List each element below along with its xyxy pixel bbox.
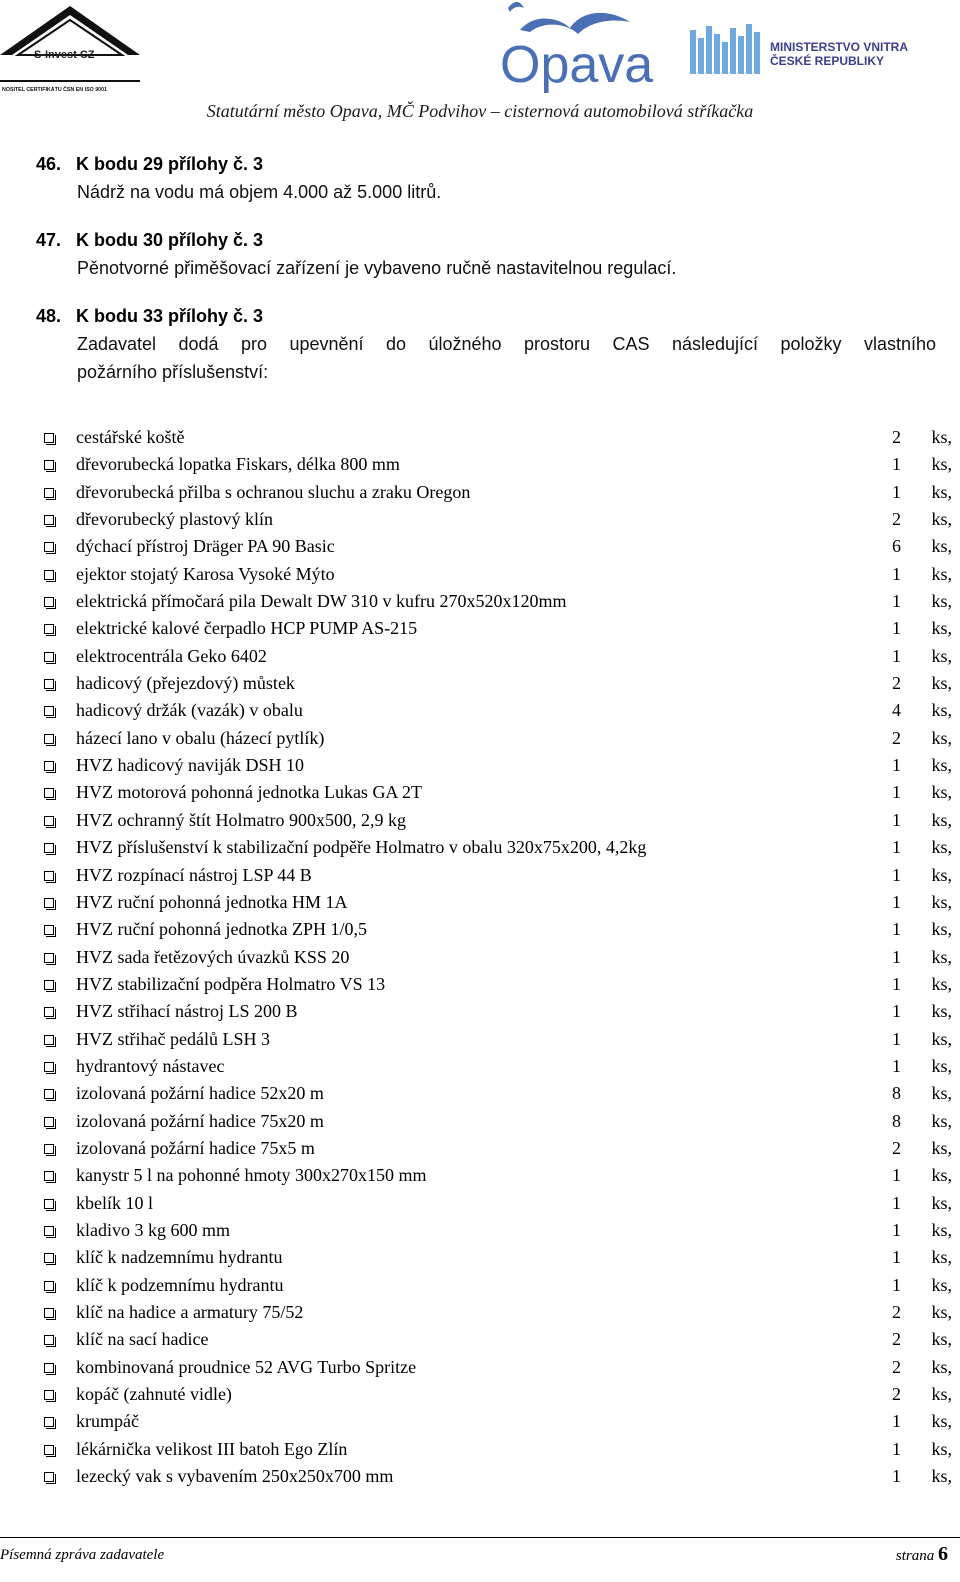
checkbox-bullet-icon [44, 816, 54, 826]
item-quantity: 1 [892, 1411, 901, 1432]
item-name: izolovaná požární hadice 52x20 m [76, 1083, 324, 1104]
item-name: HVZ střihač pedálů LSH 3 [76, 1028, 270, 1049]
item-quantity: 1 [892, 1247, 901, 1268]
opava-logo [490, 0, 660, 95]
item-name: ejektor stojatý Karosa Vysoké Mýto [76, 563, 335, 584]
checkbox-bullet-icon [44, 1089, 54, 1099]
checkbox-bullet-icon [44, 706, 54, 716]
list-item [44, 1135, 950, 1162]
item-name: HVZ ruční pohonná jednotka HM 1A [76, 891, 348, 912]
checkbox-bullet-icon [44, 1445, 54, 1455]
item-name: cestářské koště [76, 427, 185, 447]
item-quantity: 2 [892, 1356, 901, 1377]
item-unit: ks, [931, 1083, 952, 1104]
item-quantity: 1 [892, 837, 901, 858]
list-item [44, 643, 950, 670]
item-name: klíč na sací hadice [76, 1329, 209, 1350]
checkbox-bullet-icon [44, 570, 54, 580]
item-unit: ks, [931, 1466, 952, 1487]
point-number: 47. [36, 230, 62, 250]
checkbox-bullet-icon [44, 1007, 54, 1017]
item-unit: ks, [931, 427, 952, 447]
item-name: hydrantový nástavec [76, 1055, 225, 1076]
item-quantity: 1 [892, 1165, 901, 1186]
point-46 [36, 150, 936, 206]
item-name: klíč k podzemnímu hydrantu [76, 1274, 284, 1295]
item-name: HVZ střihací nástroj LS 200 B [76, 1001, 298, 1022]
item-quantity: 1 [892, 645, 901, 666]
point-heading [36, 150, 936, 178]
checkbox-bullet-icon [44, 515, 54, 525]
item-unit: ks, [931, 509, 952, 530]
item-name: izolovaná požární hadice 75x20 m [76, 1110, 324, 1131]
footer-document-name: Písemná zpráva zadavatele [0, 1547, 165, 1563]
item-quantity: 2 [892, 673, 901, 694]
item-name: HVZ příslušenství k stabilizační podpěře Holmatro v obalu 320x75x200, 4,2kg [76, 837, 647, 858]
item-quantity: 2 [892, 1137, 901, 1158]
item-unit: ks, [931, 673, 952, 694]
checkbox-bullet-icon [44, 788, 54, 798]
item-quantity: 1 [892, 454, 901, 475]
item-unit: ks, [931, 1055, 952, 1076]
list-item [44, 1190, 950, 1217]
checkbox-bullet-icon [44, 652, 54, 662]
item-quantity: 1 [892, 1438, 901, 1459]
list-item [44, 1026, 950, 1053]
item-unit: ks, [931, 891, 952, 912]
item-quantity: 1 [892, 618, 901, 639]
item-quantity: 1 [892, 809, 901, 830]
item-quantity: 4 [892, 700, 901, 721]
list-item [44, 807, 950, 834]
item-name: lezecký vak s vybavením 250x250x700 mm [76, 1466, 394, 1487]
item-unit: ks, [931, 1219, 952, 1240]
item-name: kladivo 3 kg 600 mm [76, 1219, 230, 1240]
footer-divider [0, 1537, 960, 1538]
checkbox-bullet-icon [44, 1253, 54, 1263]
checkbox-bullet-icon [44, 1363, 54, 1373]
checkbox-bullet-icon [44, 871, 54, 881]
item-quantity: 8 [892, 1110, 901, 1131]
checkbox-bullet-icon [44, 1035, 54, 1045]
item-unit: ks, [931, 837, 952, 858]
item-unit: ks, [931, 1165, 952, 1186]
item-name: kanystr 5 l na pohonné hmoty 300x270x150 mm [76, 1165, 427, 1186]
page-header [0, 0, 960, 130]
item-unit: ks, [931, 591, 952, 612]
checkbox-bullet-icon [44, 1335, 54, 1345]
item-name: HVZ sada řetězových úvazků KSS 20 [76, 946, 350, 967]
item-unit: ks, [931, 481, 952, 502]
list-item [44, 998, 950, 1025]
checkbox-bullet-icon [44, 734, 54, 744]
list-item [44, 506, 950, 533]
point-number: 48. [36, 306, 62, 326]
item-quantity: 2 [892, 1329, 901, 1350]
item-name: klíč k nadzemnímu hydrantu [76, 1247, 283, 1268]
list-item [44, 725, 950, 752]
list-item [44, 862, 950, 889]
point-48 [36, 302, 936, 386]
item-unit: ks, [931, 1384, 952, 1405]
list-item [44, 1299, 950, 1326]
checkbox-bullet-icon [44, 1117, 54, 1127]
item-unit: ks, [931, 563, 952, 584]
list-item [44, 1217, 950, 1244]
item-quantity: 2 [892, 727, 901, 748]
item-name: HVZ hadicový naviják DSH 10 [76, 755, 304, 776]
item-unit: ks, [931, 809, 952, 830]
checkbox-bullet-icon [44, 1062, 54, 1072]
item-unit: ks, [931, 727, 952, 748]
point-number: 46. [36, 154, 62, 174]
item-unit: ks, [931, 864, 952, 885]
checkbox-bullet-icon [44, 1226, 54, 1236]
item-name: HVZ rozpínací nástroj LSP 44 B [76, 864, 312, 885]
item-unit: ks, [931, 755, 952, 776]
item-quantity: 2 [892, 1384, 901, 1405]
item-unit: ks, [931, 1110, 952, 1131]
list-item [44, 561, 950, 588]
checkbox-bullet-icon [44, 843, 54, 853]
list-item [44, 670, 950, 697]
point-text [77, 330, 936, 386]
point-text: Pěnotvorné přiměšovací zařízení je vybaveno ručně nastavitelnou regulací. [77, 258, 677, 278]
opava-swan-icon [520, 13, 630, 34]
item-quantity: 1 [892, 1274, 901, 1295]
list-item [44, 779, 950, 806]
item-name: kopáč (zahnuté vidle) [76, 1384, 232, 1405]
item-name: elektrické kalové čerpadlo HCP PUMP AS-215 [76, 618, 418, 639]
checkbox-bullet-icon [44, 761, 54, 771]
item-name: házecí lano v obalu (házecí pytlík) [76, 727, 325, 748]
item-quantity: 1 [892, 563, 901, 584]
item-name: izolovaná požární hadice 75x5 m [76, 1137, 315, 1158]
checkbox-bullet-icon [44, 1417, 54, 1427]
item-unit: ks, [931, 782, 952, 803]
checkbox-bullet-icon [44, 980, 54, 990]
item-quantity: 1 [892, 782, 901, 803]
item-unit: ks, [931, 536, 952, 557]
item-name: klíč na hadice a armatury 75/52 [76, 1302, 304, 1322]
item-quantity: 2 [892, 427, 901, 447]
item-unit: ks, [931, 454, 952, 475]
item-unit: ks, [931, 919, 952, 940]
s-invest-certificate: NOSITEL CERTIFIKÁTU ČSN EN ISO 9001 [2, 87, 107, 93]
checkbox-bullet-icon [44, 1472, 54, 1482]
item-unit: ks, [931, 1247, 952, 1268]
item-name: hadicový (přejezdový) můstek [76, 673, 295, 694]
list-item [44, 1162, 950, 1189]
point-title: K bodu 33 přílohy č. 3 [76, 306, 264, 326]
item-quantity: 1 [892, 1219, 901, 1240]
item-unit: ks, [931, 1329, 952, 1350]
item-quantity: 1 [892, 864, 901, 885]
item-quantity: 1 [892, 919, 901, 940]
item-name: elektrická přímočará pila Dewalt DW 310 v kufru 270x520x120mm [76, 591, 567, 612]
list-item [44, 1053, 950, 1080]
mv-line2: ČESKÉ REPUBLIKY [770, 54, 885, 68]
list-item [44, 479, 950, 506]
item-unit: ks, [931, 645, 952, 666]
checkbox-bullet-icon [44, 898, 54, 908]
point-title: K bodu 30 přílohy č. 3 [76, 230, 264, 250]
item-quantity: 2 [892, 509, 901, 530]
item-unit: ks, [931, 1302, 952, 1322]
checkbox-bullet-icon [44, 1308, 54, 1318]
item-unit: ks, [931, 1356, 952, 1377]
item-name: krumpáč [76, 1411, 139, 1432]
item-unit: ks, [931, 1274, 952, 1295]
item-quantity: 8 [892, 1083, 901, 1104]
item-unit: ks, [931, 700, 952, 721]
checkbox-bullet-icon [44, 433, 54, 443]
item-unit: ks, [931, 1192, 952, 1213]
list-item [44, 752, 950, 779]
s-invest-brand: S-Invest CZ [34, 49, 95, 61]
checkbox-bullet-icon [44, 460, 54, 470]
item-quantity: 1 [892, 591, 901, 612]
item-quantity: 1 [892, 1192, 901, 1213]
item-name: dýchací přístroj Dräger PA 90 Basic [76, 536, 335, 557]
item-unit: ks, [931, 973, 952, 994]
item-name: HVZ stabilizační podpěra Holmatro VS 13 [76, 973, 386, 994]
item-quantity: 1 [892, 1055, 901, 1076]
item-unit: ks, [931, 1137, 952, 1158]
equipment-list [44, 424, 950, 1490]
point-title: K bodu 29 přílohy č. 3 [76, 154, 264, 174]
list-item [44, 889, 950, 916]
list-item [44, 1272, 950, 1299]
point-heading [36, 226, 936, 254]
checkbox-bullet-icon [44, 597, 54, 607]
item-unit: ks, [931, 1028, 952, 1049]
checkbox-bullet-icon [44, 925, 54, 935]
list-item [44, 1436, 950, 1463]
point-47 [36, 226, 936, 282]
list-item [44, 615, 950, 642]
item-name: elektrocentrála Geko 6402 [76, 645, 267, 666]
list-item [44, 1080, 950, 1107]
point-text-line: Zadavatel dodá pro upevnění do úložného prostoru CAS následující položky vlastního [77, 334, 936, 354]
list-item [44, 588, 950, 615]
item-quantity: 1 [892, 1001, 901, 1022]
list-item [44, 697, 950, 724]
page-label: strana [895, 1548, 935, 1564]
item-quantity: 1 [892, 481, 901, 502]
item-name: kbelík 10 l [76, 1192, 153, 1213]
item-name: HVZ motorová pohonná jednotka Lukas GA 2T [76, 782, 422, 803]
item-name: dřevorubecká přilba s ochranou sluchu a zraku Oregon [76, 481, 471, 502]
s-invest-logo [0, 0, 140, 95]
item-quantity: 2 [892, 1302, 901, 1322]
checkbox-bullet-icon [44, 1171, 54, 1181]
mv-line1: MINISTERSTVO VNITRA [770, 40, 909, 54]
item-unit: ks, [931, 618, 952, 639]
list-item [44, 1463, 950, 1490]
list-item [44, 834, 950, 861]
item-name: HVZ ochranný štít Holmatro 900x500, 2,9 kg [76, 809, 406, 830]
item-unit: ks, [931, 1001, 952, 1022]
document-title: Statutární město Opava, MČ Podvihov – cisternová automobilová stříkačka [206, 101, 754, 121]
item-quantity: 1 [892, 891, 901, 912]
item-quantity: 1 [892, 1466, 901, 1487]
list-item [44, 533, 950, 560]
item-name: hadicový držák (vazák) v obalu [76, 700, 303, 721]
item-name: dřevorubecká lopatka Fiskars, délka 800 mm [76, 454, 400, 475]
checkbox-bullet-icon [44, 542, 54, 552]
item-name: lékárnička velikost III batoh Ego Zlín [76, 1438, 348, 1459]
list-item [44, 451, 950, 478]
item-name: kombinovaná proudnice 52 AVG Turbo Spritze [76, 1356, 417, 1377]
point-heading [36, 302, 936, 330]
checkbox-bullet-icon [44, 624, 54, 634]
list-item [44, 971, 950, 998]
item-quantity: 1 [892, 755, 901, 776]
point-text-line: požárního příslušenství: [77, 362, 269, 382]
mv-logo-text [770, 40, 908, 68]
checkbox-bullet-icon [44, 1281, 54, 1291]
list-item [44, 1408, 950, 1435]
footer-page [896, 1543, 948, 1566]
item-name: HVZ ruční pohonná jednotka ZPH 1/0,5 [76, 919, 367, 940]
list-item [44, 1244, 950, 1271]
checkbox-bullet-icon [44, 1144, 54, 1154]
item-unit: ks, [931, 1438, 952, 1459]
item-unit: ks, [931, 946, 952, 967]
point-text: Nádrž na vodu má objem 4.000 až 5.000 litrů. [77, 182, 442, 202]
checkbox-bullet-icon [44, 1199, 54, 1209]
list-item [44, 916, 950, 943]
item-quantity: 6 [892, 536, 901, 557]
checkbox-bullet-icon [44, 488, 54, 498]
list-item [44, 1381, 950, 1408]
item-name: dřevorubecký plastový klín [76, 509, 273, 530]
checkbox-bullet-icon [44, 679, 54, 689]
list-item [44, 1354, 950, 1381]
checkbox-bullet-icon [44, 1390, 54, 1400]
item-quantity: 1 [892, 973, 901, 994]
checkbox-bullet-icon [44, 953, 54, 963]
list-item [44, 1326, 950, 1353]
list-item [44, 424, 950, 451]
item-quantity: 1 [892, 1028, 901, 1049]
list-item [44, 1108, 950, 1135]
item-quantity: 1 [892, 946, 901, 967]
page-number: 6 [938, 1543, 948, 1565]
opava-wordmark: Opava [500, 36, 654, 94]
list-item [44, 944, 950, 971]
item-unit: ks, [931, 1411, 952, 1432]
points-section [36, 150, 936, 406]
